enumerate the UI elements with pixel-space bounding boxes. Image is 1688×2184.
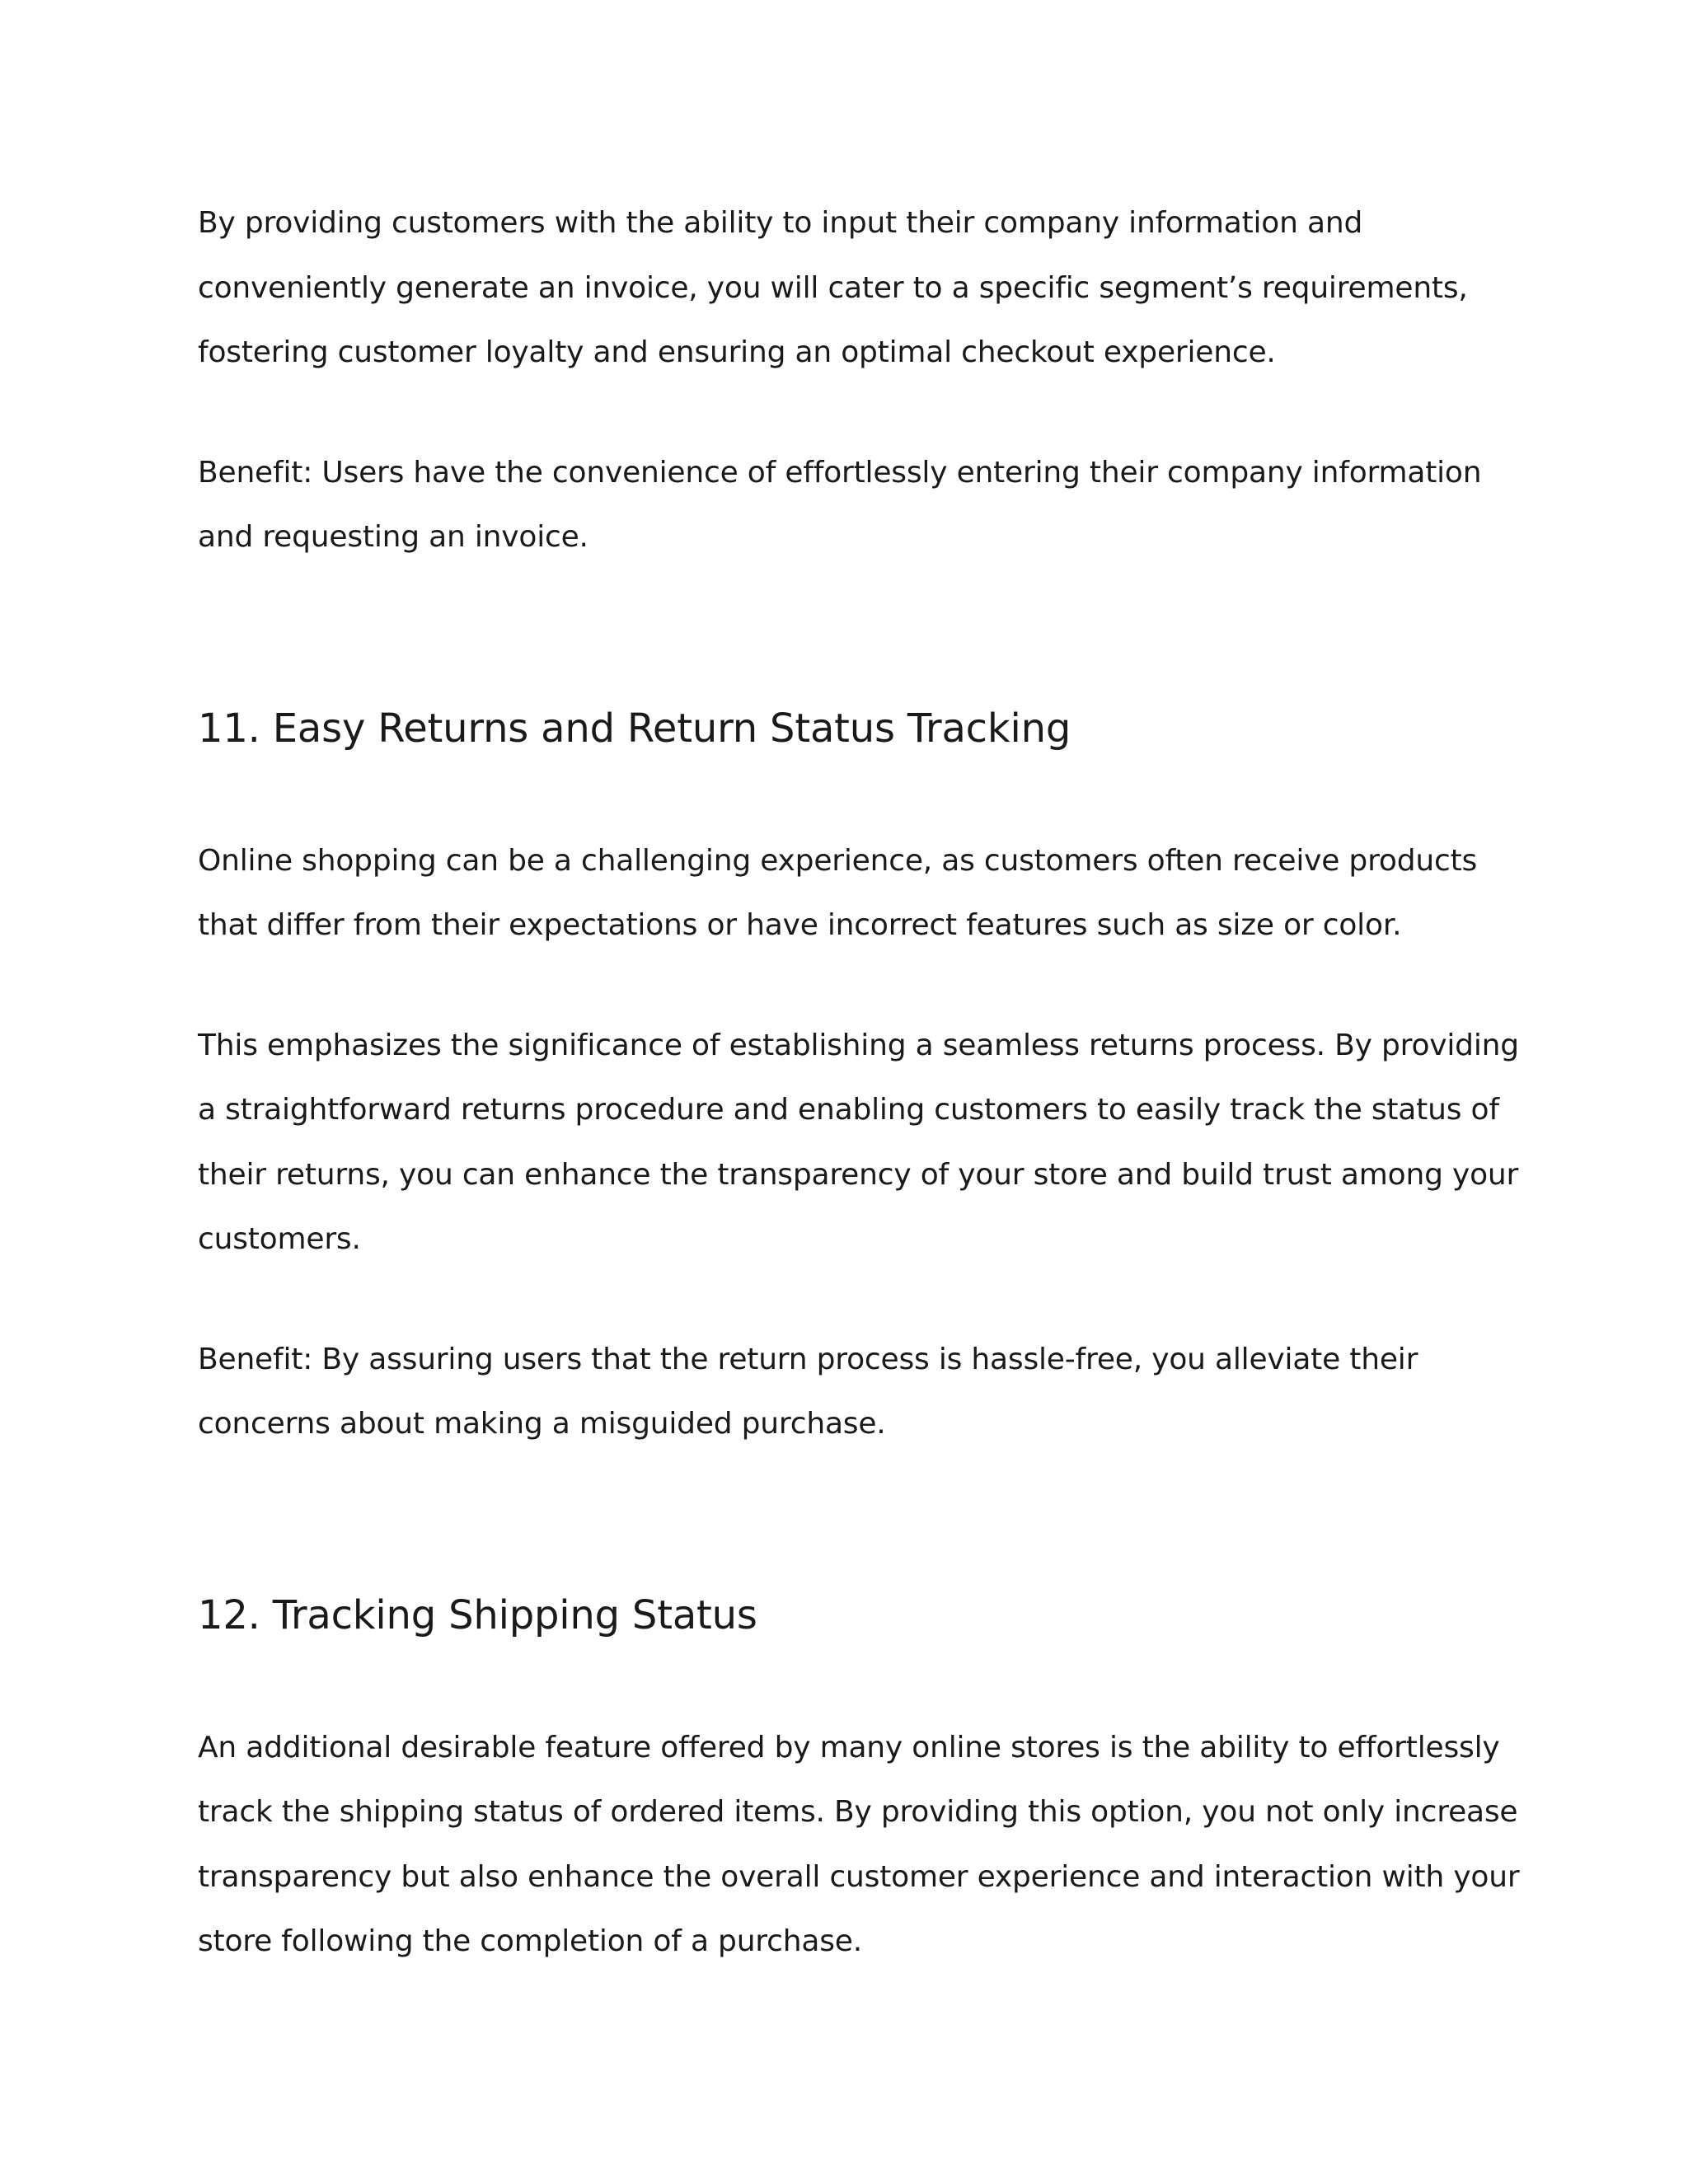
section-12-paragraph-1: An additional desirable feature offered by many online stores is the ability to effortlessly track the shipping status of ordered items. By providing this option, you not only increase transparency but also enhance the overall customer experience and interaction with your store following the completion of a purchase. [198,1730,1520,1958]
section-11-paragraph-2: This emphasizes the significance of establishing a seamless returns process. By providing a straightforward returns procedure and enabling customers to easily track the status of their returns, you can enhance the transparency of your store and build trust among your customers. [198,1028,1519,1256]
intro-paragraph-benefit: Benefit: Users have the convenience of effortlessly entering their company information and requesting an invoice. [198,455,1482,554]
section-11-paragraph-1: Online shopping can be a challenging experience, as customers often receive products that differ from their expectations or have incorrect features such as size or color. [198,843,1478,942]
section-12-heading: 12. Tracking Shipping Status [198,1591,757,1638]
section-11-heading: 11. Easy Returns and Return Status Tracking [198,705,1071,752]
intro-paragraph-invoice: By providing customers with the ability to input their company information and conveniently generate an invoice, you will cater to a specific segment’s requirements, fostering customer loyalty and ensuring an optimal checkout experience. [198,206,1468,369]
section-11-paragraph-benefit: Benefit: By assuring users that the return process is hassle-free, you alleviate their concerns about making a misguided purchase. [198,1342,1418,1441]
document-page [198,191,1533,1975]
